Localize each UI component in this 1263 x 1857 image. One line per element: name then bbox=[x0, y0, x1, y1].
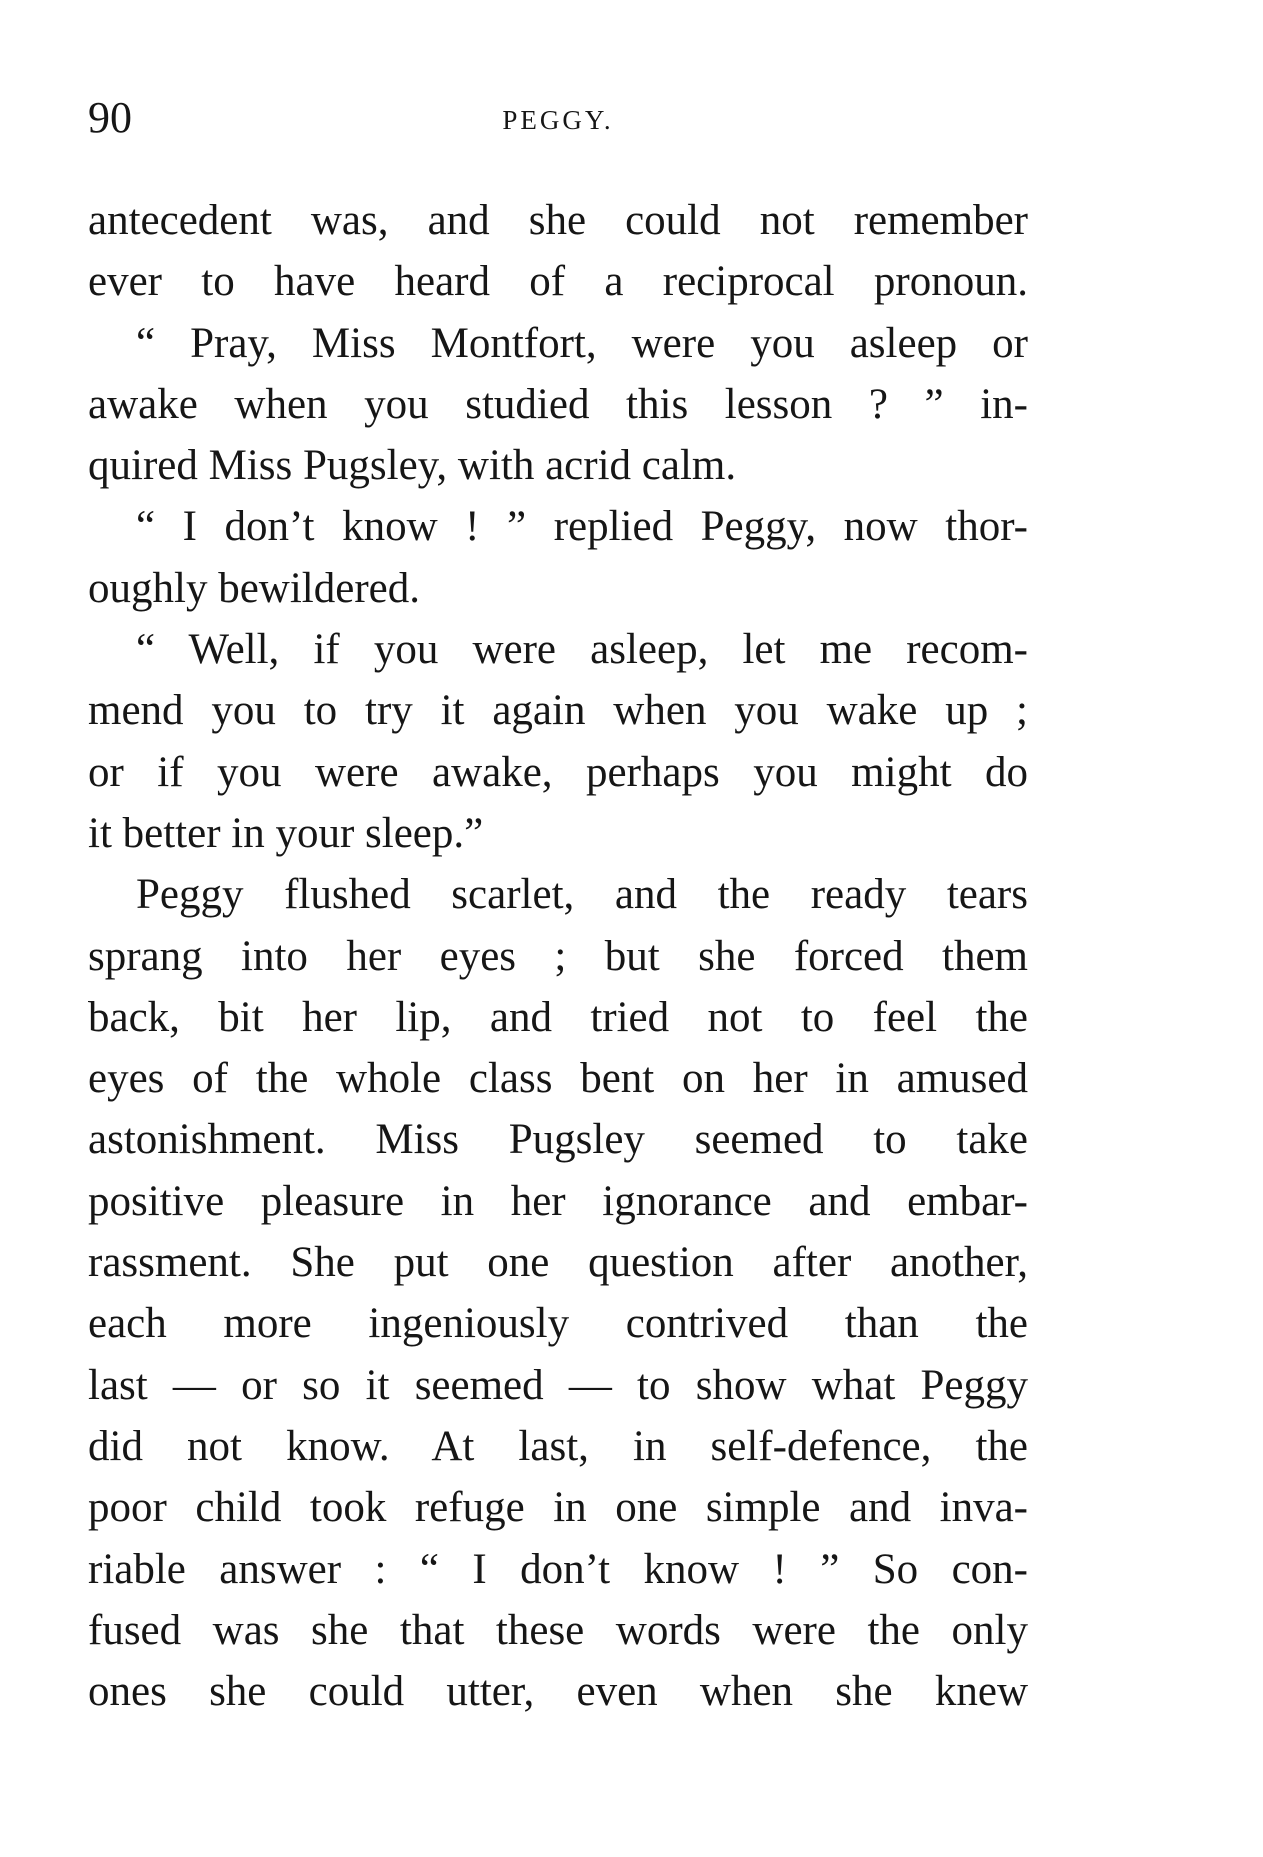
text-line: did not know. At last, in self-defence, the bbox=[88, 1422, 1028, 1470]
text-line: astonishment. Miss Pugsley seemed to take bbox=[88, 1116, 1028, 1164]
text-line: “ Pray, Miss Montfort, were you asleep or bbox=[136, 319, 1028, 367]
text-line: or if you were awake, perhaps you might do bbox=[88, 748, 1028, 796]
text-line: awake when you studied this lesson ? ” in- bbox=[88, 380, 1028, 428]
text-line: last — or so it seemed — to show what Peggy bbox=[88, 1361, 1028, 1409]
text-line: mend you to try it again when you wake up ; bbox=[88, 687, 1028, 735]
text-line: oughly bewildered. bbox=[88, 564, 420, 612]
text-line: “ Well, if you were asleep, let me recom- bbox=[136, 626, 1028, 674]
text-line: Peggy flushed scarlet, and the ready tears bbox=[136, 871, 1028, 919]
text-line: rassment. She put one question after another, bbox=[88, 1239, 1028, 1287]
text-line: eyes of the whole class bent on her in amused bbox=[88, 1055, 1028, 1103]
running-title: PEGGY. bbox=[502, 105, 614, 135]
body-text bbox=[88, 190, 1028, 1722]
page-header bbox=[88, 92, 1028, 144]
text-line: back, bit her lip, and tried not to feel the bbox=[88, 993, 1028, 1041]
page-number: 90 bbox=[88, 93, 132, 142]
text-line: antecedent was, and she could not remember bbox=[88, 197, 1028, 244]
text-line: positive pleasure in her ignorance and embar- bbox=[88, 1177, 1028, 1225]
text-line: ones she could utter, even when she knew bbox=[88, 1668, 1028, 1716]
text-line: quired Miss Pugsley, with acrid calm. bbox=[88, 442, 737, 490]
text-line: it better in your sleep.” bbox=[88, 809, 484, 857]
text-line: “ I don’t know ! ” replied Peggy, now thor- bbox=[136, 503, 1028, 551]
text-line: fused was she that these words were the only bbox=[88, 1606, 1028, 1654]
text-line: ever to have heard of a reciprocal pronoun. bbox=[88, 258, 1028, 306]
text-line: poor child took refuge in one simple and inva- bbox=[88, 1484, 1028, 1532]
text-line: each more ingeniously contrived than the bbox=[88, 1300, 1028, 1348]
text-line: riable answer : “ I don’t know ! ” So con- bbox=[88, 1545, 1028, 1593]
text-line: sprang into her eyes ; but she forced them bbox=[88, 932, 1028, 980]
